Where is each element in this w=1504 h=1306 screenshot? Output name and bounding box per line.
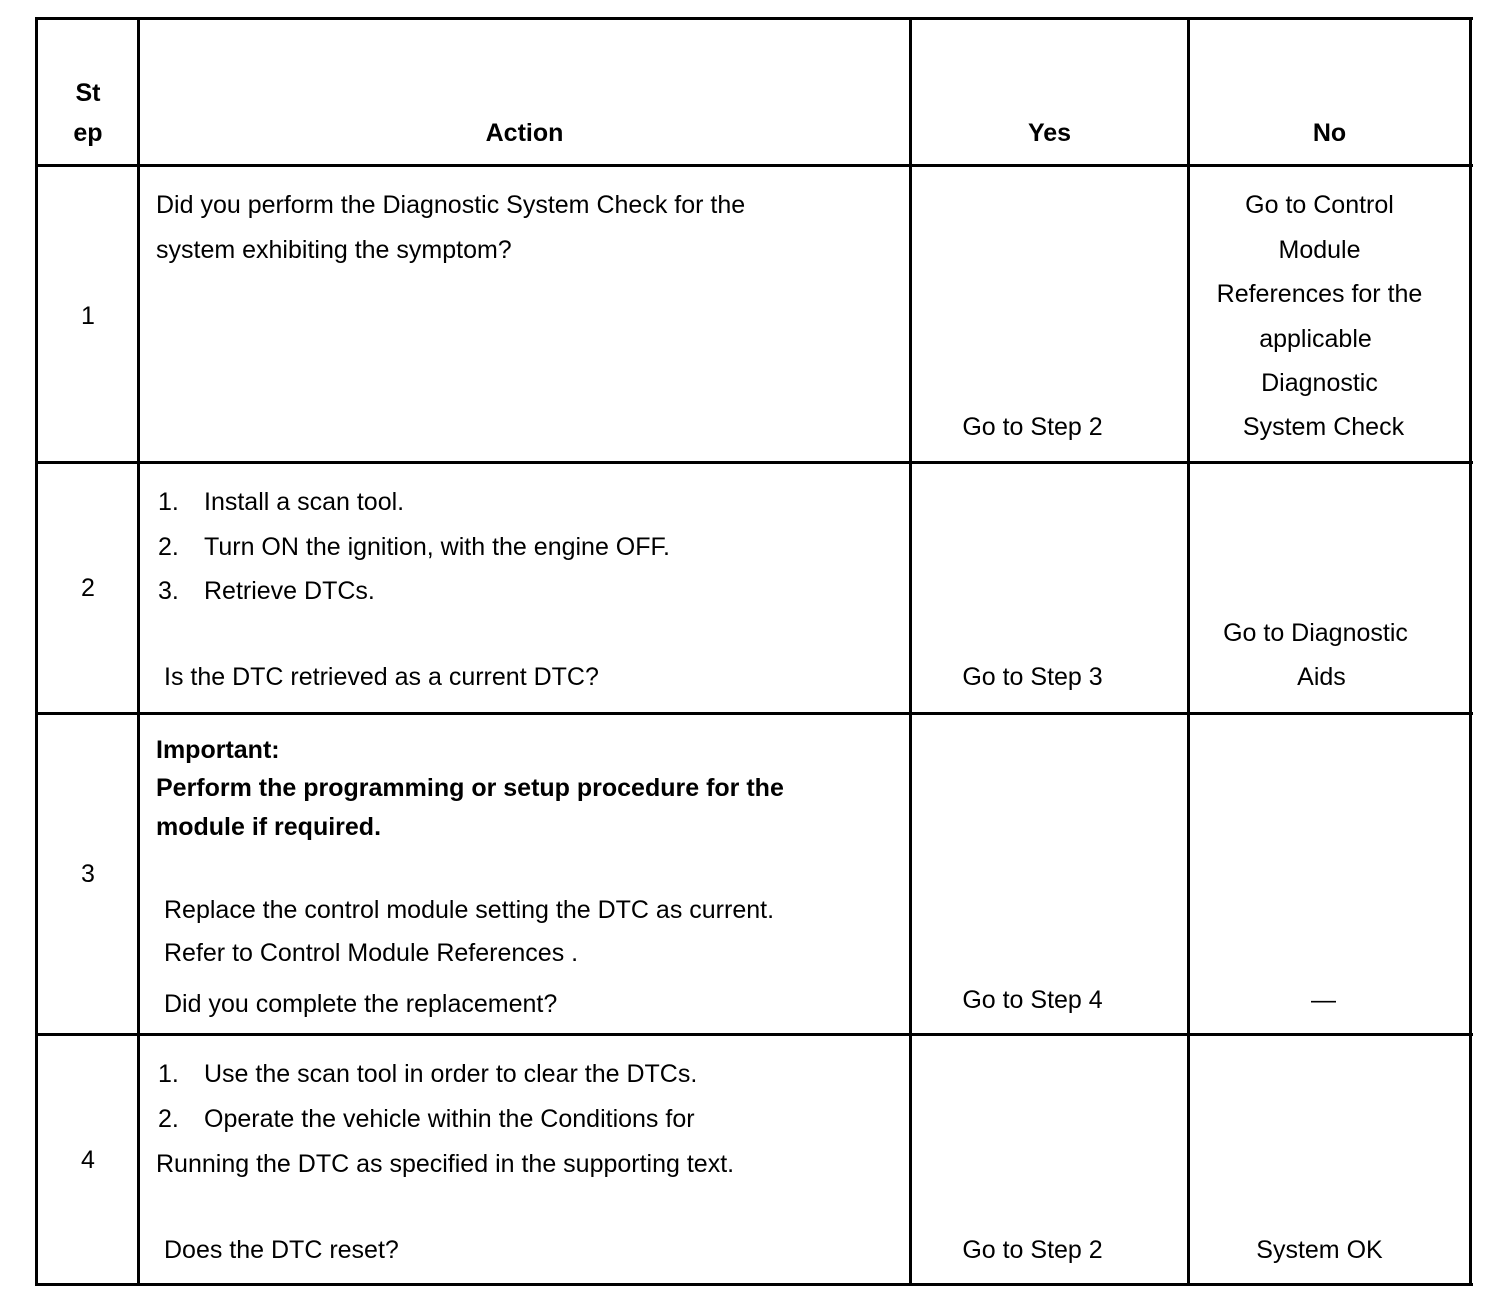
table-border-right: [1469, 17, 1472, 1286]
row4-list-num-1: 1.: [158, 1060, 179, 1088]
row-divider-3: [35, 1033, 1473, 1036]
row3-important-label: Important:: [156, 736, 280, 764]
row2-list-num-2: 2.: [158, 533, 179, 561]
row3-yes-text: Go to Step 4: [962, 986, 1103, 1014]
row4-step-number: 4: [81, 1146, 95, 1174]
row1-action-line2: system exhibiting the symptom?: [156, 236, 512, 264]
row1-no-line5: Diagnostic: [1261, 369, 1378, 397]
row3-question: Did you complete the replacement?: [164, 990, 558, 1018]
header-step-line1: St: [75, 79, 101, 107]
row2-list-item-3: [158, 576, 375, 606]
row4-continuation: Running the DTC as specified in the supporting text.: [156, 1150, 735, 1178]
row1-step-number: 1: [81, 302, 95, 330]
row4-question: Does the DTC reset?: [164, 1236, 399, 1264]
row2-step-number: 2: [81, 574, 95, 602]
row3-important-line1: Perform the programming or setup procedure for the: [156, 774, 784, 802]
row2-no-line2: Aids: [1297, 663, 1346, 691]
row4-list-text-1: Use the scan tool in order to clear the DTCs.: [204, 1060, 698, 1088]
row3-action-line2: Refer to Control Module References .: [164, 939, 579, 967]
row1-no-line1: Go to Control: [1245, 191, 1394, 219]
row2-yes-text: Go to Step 3: [962, 663, 1103, 691]
row4-yes-text: Go to Step 2: [962, 1236, 1103, 1264]
row2-question: Is the DTC retrieved as a current DTC?: [164, 663, 599, 691]
row4-list-num-2: 2.: [158, 1105, 179, 1133]
row-divider-2: [35, 712, 1473, 715]
row2-list-item-2: [158, 532, 670, 562]
row3-step-number: 3: [81, 860, 95, 888]
col-divider-step-action: [137, 17, 140, 1286]
row4-list-item-2: [158, 1104, 695, 1134]
row4-no-text: System OK: [1256, 1236, 1383, 1264]
header-divider: [35, 164, 1473, 167]
header-no: No: [1312, 119, 1347, 147]
row2-list-text-2: Turn ON the ignition, with the engine OFF.: [204, 533, 670, 561]
row2-list-item-1: [158, 487, 404, 517]
row3-action-line1: Replace the control module setting the DTC as current.: [164, 896, 775, 924]
row4-list-text-2: Operate the vehicle within the Conditions for: [204, 1105, 695, 1133]
row1-no-line6: System Check: [1242, 413, 1405, 441]
row3-important-line2: module if required.: [156, 813, 382, 841]
col-divider-action-yes: [909, 17, 912, 1286]
table-border-left: [35, 17, 38, 1286]
table-border-bottom: [35, 1283, 1473, 1286]
row2-list-num-1: 1.: [158, 488, 179, 516]
header-action: Action: [485, 119, 564, 147]
row1-action-line1: Did you perform the Diagnostic System Check for the: [156, 191, 746, 219]
row2-list-text-1: Install a scan tool.: [204, 488, 405, 516]
row-divider-1: [35, 461, 1473, 464]
header-step-line2: ep: [73, 119, 103, 147]
row1-no-line2: Module: [1278, 236, 1361, 264]
row3-no-dash: —: [1311, 986, 1336, 1014]
row2-no-line1: Go to Diagnostic: [1223, 619, 1408, 647]
row1-no-line4: applicable: [1259, 325, 1372, 353]
header-yes: Yes: [1027, 119, 1072, 147]
row1-no-line3: References for the: [1216, 280, 1423, 308]
row4-list-item-1: [158, 1059, 697, 1089]
row2-list-text-3: Retrieve DTCs.: [204, 577, 375, 605]
row2-list-num-3: 3.: [158, 577, 179, 605]
row1-yes-text: Go to Step 2: [962, 413, 1103, 441]
table-border-top: [35, 17, 1473, 20]
